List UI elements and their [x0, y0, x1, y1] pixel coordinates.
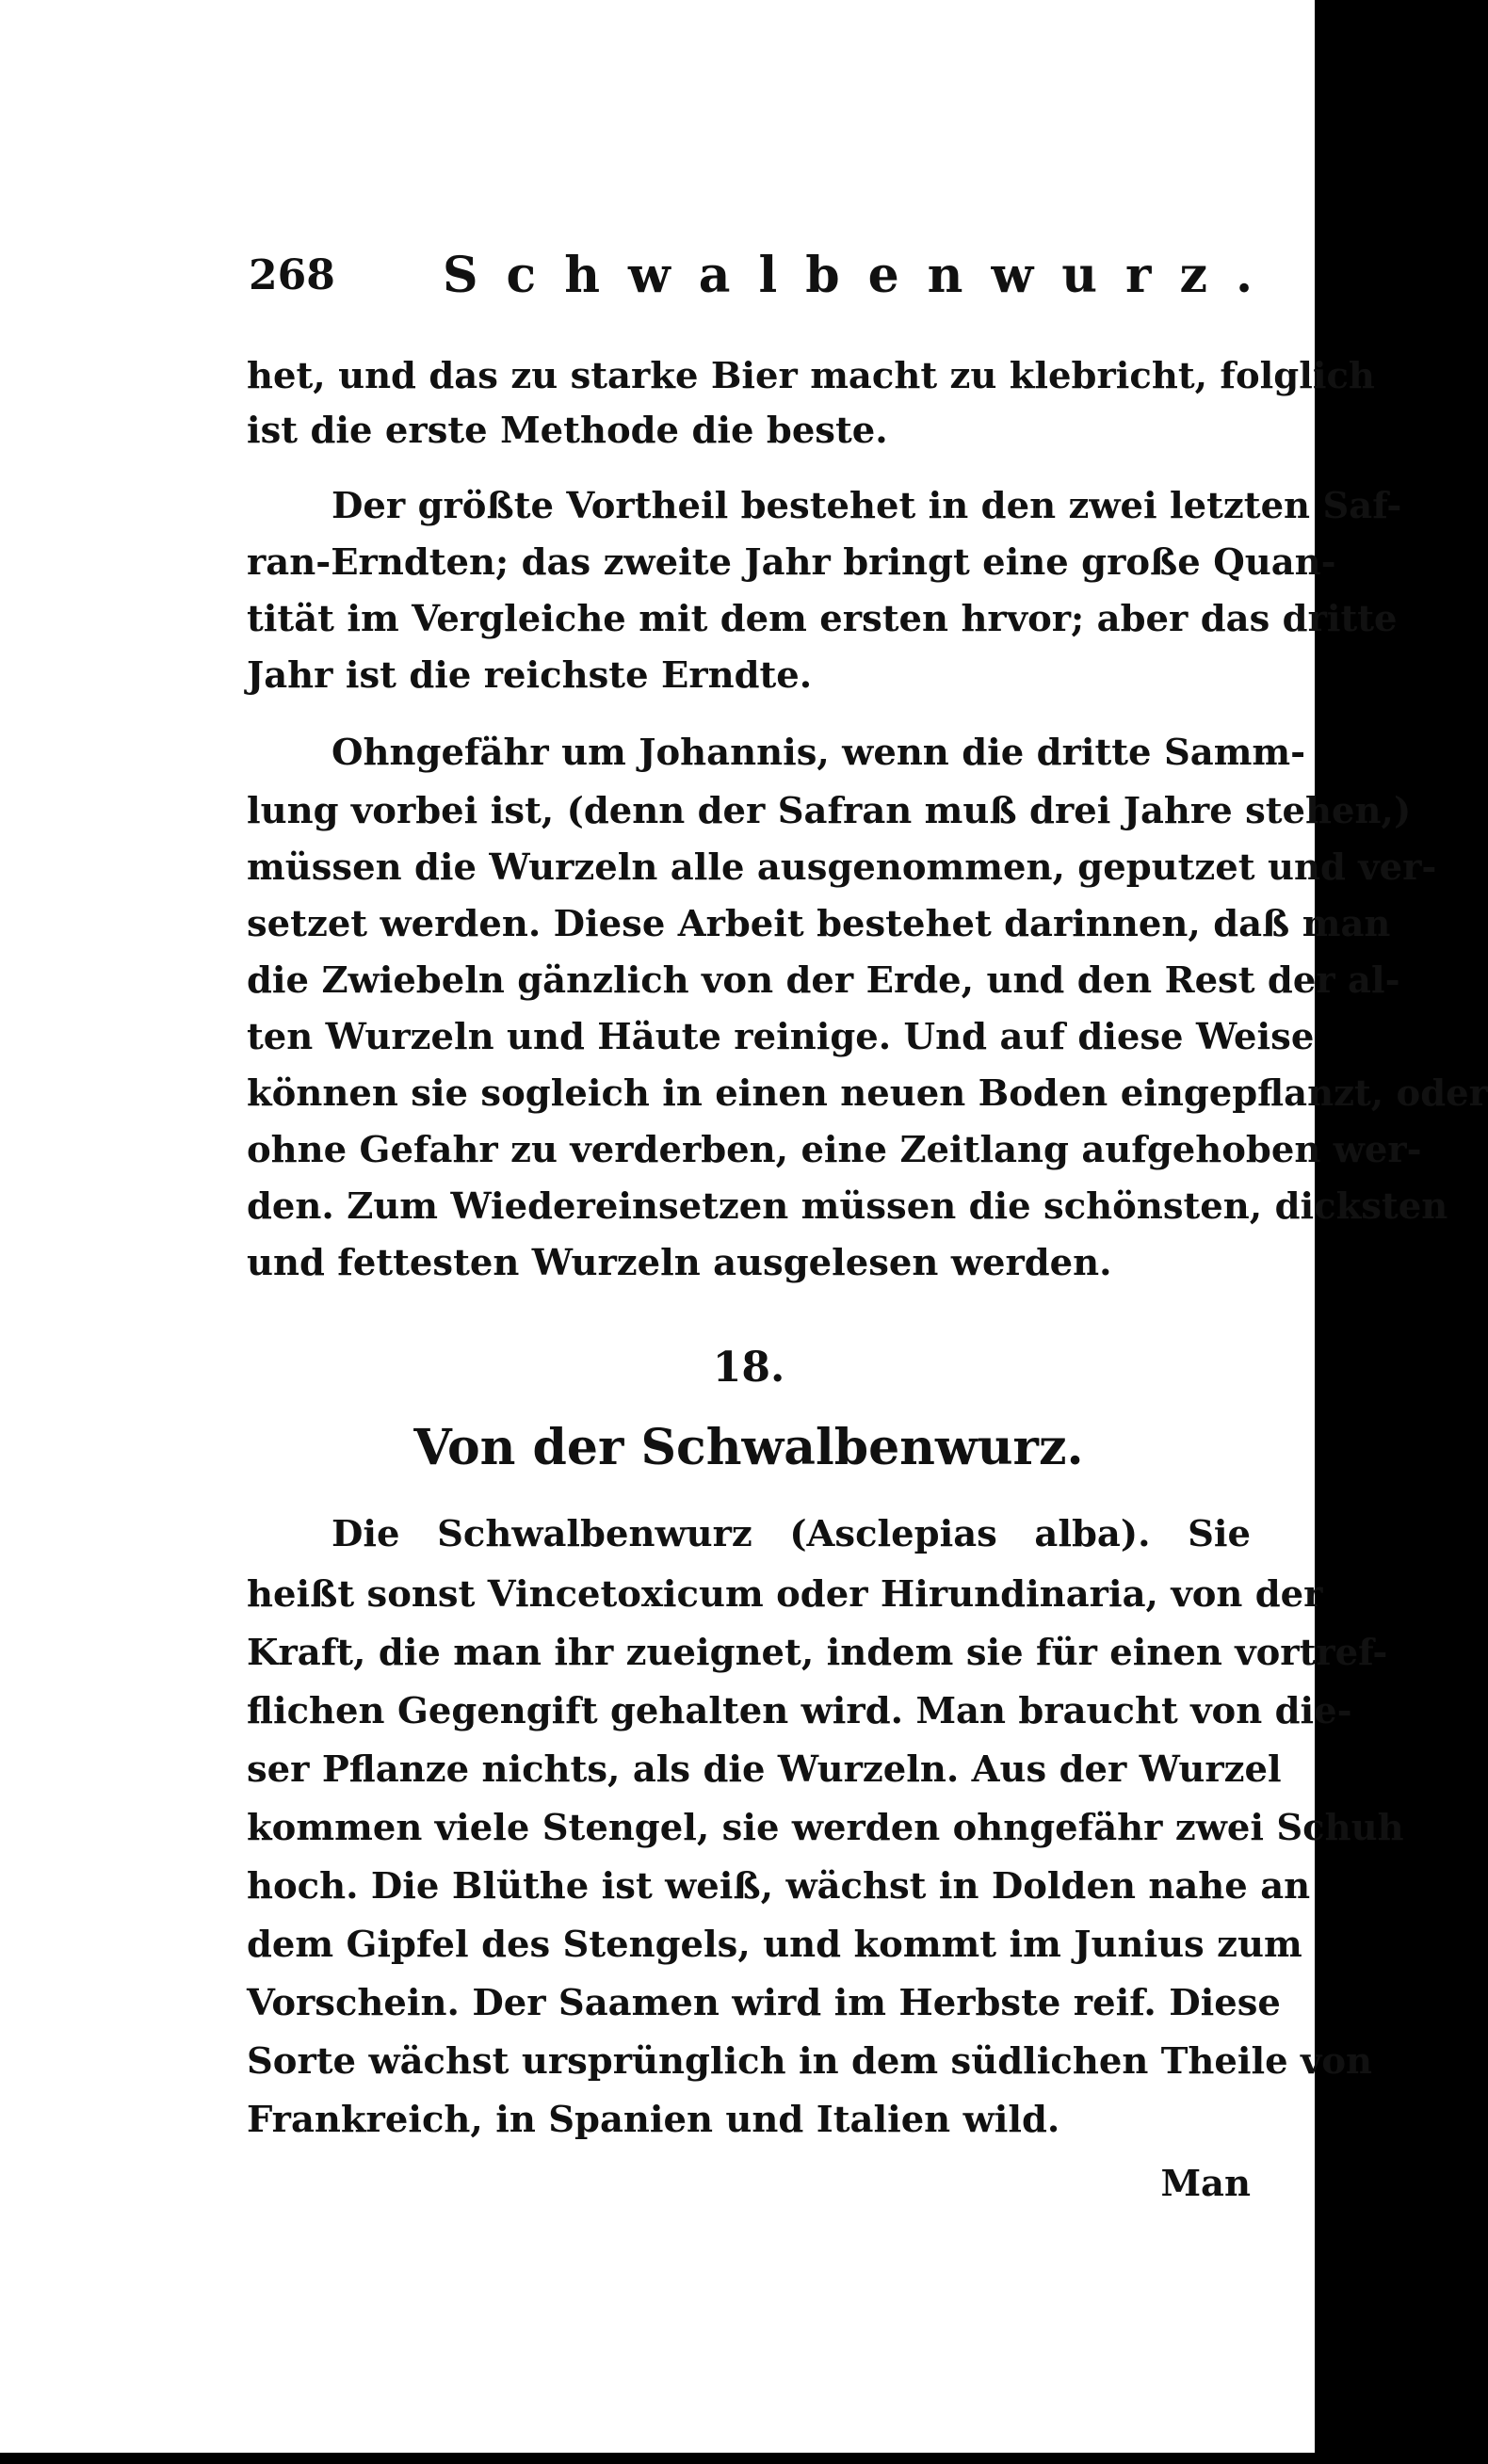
text-line: ist die erste Methode die beste. — [247, 410, 888, 452]
text-line: ten Wurzeln und Häute reinige. Und auf diese Weise — [247, 1016, 1315, 1058]
text-line: ran-Erndten; das zweite Jahr bringt eine große Quan- — [247, 541, 1336, 584]
text-line: Sorte wächst ursprünglich in dem südlichen Theile von — [247, 2040, 1373, 2083]
text-line: und fettesten Wurzeln ausgelesen werden. — [247, 1242, 1112, 1284]
text-line: lung vorbei ist, (denn der Safran muß drei Jahre stehen,) — [247, 790, 1412, 832]
text-line: Frankreich, in Spanien und Italien wild. — [247, 2099, 1060, 2141]
text-line: Der größte Vortheil bestehet in den zwei letzten Saf- — [332, 485, 1402, 527]
text-line: tität im Vergleiche mit dem ersten hrvor; aber das dritte — [247, 598, 1398, 640]
text-line: ser Pflanze nichts, als die Wurzeln. Aus der Wurzel — [247, 1748, 1282, 1791]
text-line: heißt sonst Vincetoxicum oder Hirundinaria, von der — [247, 1573, 1323, 1616]
text-line: Vorschein. Der Saamen wird im Herbste reif. Diese — [247, 1982, 1281, 2024]
text-line: Die Schwalbenwurz (Asclepias alba). Sie — [332, 1513, 1251, 1555]
text-line: Jahr ist die reichste Erndte. — [247, 654, 813, 697]
section-title: Von der Schwalbenwurz. — [413, 1419, 1084, 1476]
running-title: Schwalbenwurz. — [443, 247, 1282, 304]
text-line: ohne Gefahr zu verderben, eine Zeitlang aufgehoben wer- — [247, 1129, 1422, 1171]
text-line: Ohngefähr um Johannis, wenn die dritte Samm- — [332, 732, 1306, 774]
text-line: flichen Gegengift gehalten wird. Man braucht von die- — [247, 1690, 1352, 1732]
text-line: den. Zum Wiedereinsetzen müssen die schönsten, dicksten — [247, 1185, 1448, 1228]
text-line: het, und das zu starke Bier macht zu klebricht, folglich — [247, 355, 1375, 397]
text-line: kommen viele Stengel, sie werden ohngefähr zwei Schuh — [247, 1807, 1404, 1849]
text-line: Kraft, die man ihr zueignet, indem sie für einen vortref- — [247, 1632, 1388, 1674]
text-line: die Zwiebeln gänzlich von der Erde, und den Rest der al- — [247, 959, 1400, 1002]
page-number: 268 — [249, 251, 335, 299]
text-line: müssen die Wurzeln alle ausgenommen, geputzet und ver- — [247, 846, 1437, 889]
text-line: können sie sogleich in einen neuen Boden eingepflanzt, oder — [247, 1072, 1488, 1115]
section-number: 18. — [712, 1344, 785, 1392]
text-line: hoch. Die Blüthe ist weiß, wächst in Dolden nahe an — [247, 1865, 1311, 1908]
running-head — [247, 243, 1282, 309]
catchword: Man — [1160, 2163, 1251, 2205]
text-line: dem Gipfel des Stengels, und kommt im Junius zum — [247, 1924, 1302, 1966]
text-line: setzet werden. Diese Arbeit bestehet darinnen, daß man — [247, 903, 1391, 945]
